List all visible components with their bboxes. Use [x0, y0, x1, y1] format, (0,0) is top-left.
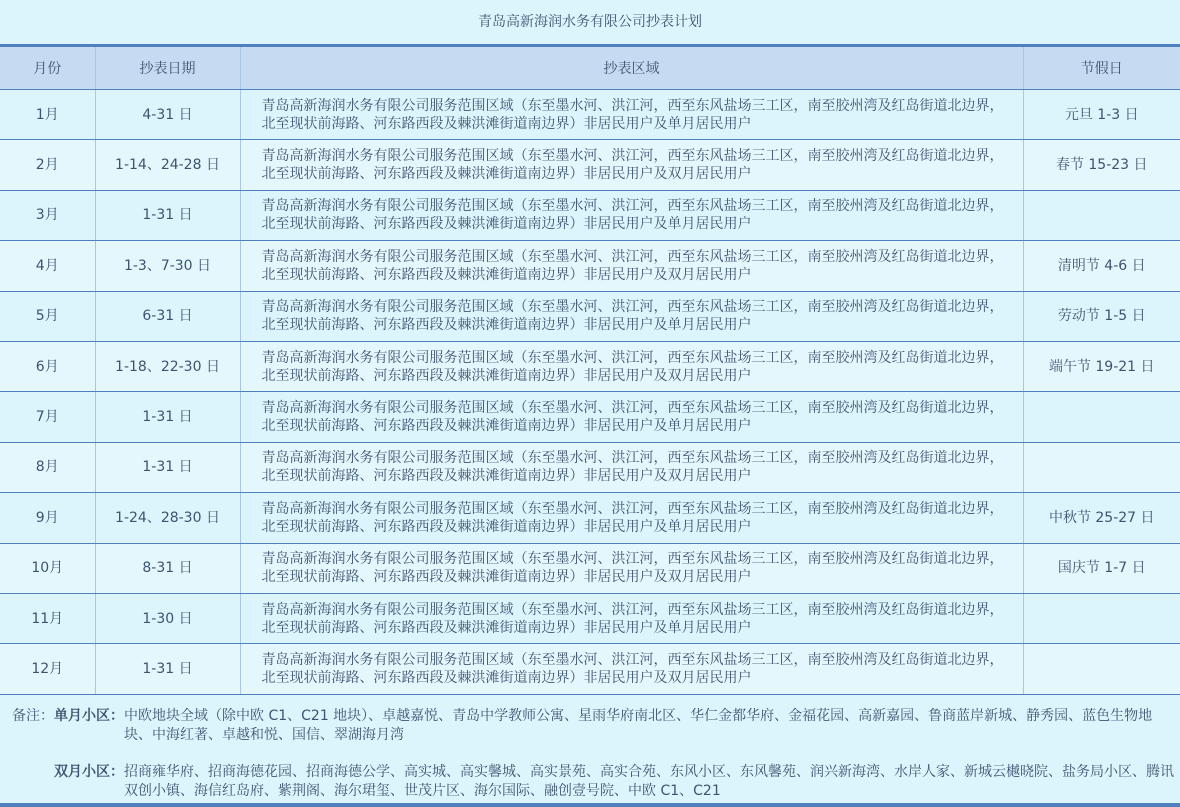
cell-dates: 6-31 日 — [95, 291, 240, 341]
cell-dates: 1-24、28-30 日 — [95, 493, 240, 543]
header-dates: 抄表日期 — [95, 46, 240, 90]
table-row — [0, 392, 1180, 442]
cell-area: 青岛高新海润水务有限公司服务范围区域（东至墨水河、洪江河，西至东风盐场三工区，南至胶州湾及红岛街道北边界，北至现状前海路、河东路西段及棘洪滩街道南边界）非居民用户及双月居民用户 — [240, 241, 1023, 291]
cell-month: 8月 — [0, 442, 95, 492]
cell-dates: 1-18、22-30 日 — [95, 341, 240, 391]
table-row — [0, 90, 1180, 140]
cell-dates: 1-3、7-30 日 — [95, 241, 240, 291]
table-row — [0, 291, 1180, 341]
bottom-border — [0, 803, 1180, 807]
header-month: 月份 — [0, 46, 95, 90]
header-holiday: 节假日 — [1023, 46, 1180, 90]
cell-month: 12月 — [0, 644, 95, 694]
cell-holiday: 清明节 4-6 日 — [1023, 241, 1180, 291]
cell-dates: 8-31 日 — [95, 543, 240, 593]
cell-area: 青岛高新海润水务有限公司服务范围区域（东至墨水河、洪江河，西至东风盐场三工区，南至胶州湾及红岛街道北边界，北至现状前海路、河东路西段及棘洪滩街道南边界）非居民用户及单月居民用户 — [240, 291, 1023, 341]
table-row — [0, 593, 1180, 643]
table-header-row — [0, 46, 1180, 90]
table-row — [0, 140, 1180, 190]
cell-area: 青岛高新海润水务有限公司服务范围区域（东至墨水河、洪江河，西至东风盐场三工区，南至胶州湾及红岛街道北边界，北至现状前海路、河东路西段及棘洪滩街道南边界）非居民用户及双月居民用户 — [240, 140, 1023, 190]
cell-area: 青岛高新海润水务有限公司服务范围区域（东至墨水河、洪江河，西至东风盐场三工区，南至胶州湾及红岛街道北边界，北至现状前海路、河东路西段及棘洪滩街道南边界）非居民用户及单月居民用户 — [240, 392, 1023, 442]
cell-month: 5月 — [0, 291, 95, 341]
cell-area: 青岛高新海润水务有限公司服务范围区域（东至墨水河、洪江河，西至东风盐场三工区，南至胶州湾及红岛街道北边界，北至现状前海路、河东路西段及棘洪滩街道南边界）非居民用户及单月居民用户 — [240, 493, 1023, 543]
cell-holiday: 元旦 1-3 日 — [1023, 90, 1180, 140]
cell-area: 青岛高新海润水务有限公司服务范围区域（东至墨水河、洪江河，西至东风盐场三工区，南至胶州湾及红岛街道北边界，北至现状前海路、河东路西段及棘洪滩街道南边界）非居民用户及单月居民用户 — [240, 190, 1023, 240]
cell-month: 11月 — [0, 593, 95, 643]
meter-reading-table — [0, 44, 1180, 695]
table-row — [0, 543, 1180, 593]
double-month-communities: 招商雍华府、招商海德花园、招商海德公学、高实城、高实馨城、高实景苑、高实合苑、东风小区、东风馨苑、润兴新海湾、水岸人家、新城云樾晓院、盐务局小区、腾讯双创小镇、海信红岛府、紫荆阁、海尔珺玺、世茂片区、海尔国际、融创壹号院、中欧 C1、C21 — [124, 763, 1174, 799]
cell-dates: 1-31 日 — [95, 644, 240, 694]
cell-month: 3月 — [0, 190, 95, 240]
cell-area: 青岛高新海润水务有限公司服务范围区域（东至墨水河、洪江河，西至东风盐场三工区，南至胶州湾及红岛街道北边界，北至现状前海路、河东路西段及棘洪滩街道南边界）非居民用户及单月居民用户 — [240, 593, 1023, 643]
table-row — [0, 241, 1180, 291]
cell-month: 4月 — [0, 241, 95, 291]
cell-holiday — [1023, 593, 1180, 643]
cell-dates: 1-31 日 — [95, 392, 240, 442]
cell-holiday — [1023, 392, 1180, 442]
cell-holiday — [1023, 644, 1180, 694]
cell-holiday: 春节 15-23 日 — [1023, 140, 1180, 190]
cell-month: 10月 — [0, 543, 95, 593]
table-row — [0, 341, 1180, 391]
cell-area: 青岛高新海润水务有限公司服务范围区域（东至墨水河、洪江河，西至东风盐场三工区，南至胶州湾及红岛街道北边界，北至现状前海路、河东路西段及棘洪滩街道南边界）非居民用户及双月居民用户 — [240, 442, 1023, 492]
cell-dates: 1-30 日 — [95, 593, 240, 643]
cell-area: 青岛高新海润水务有限公司服务范围区域（东至墨水河、洪江河，西至东风盐场三工区，南至胶州湾及红岛街道北边界，北至现状前海路、河东路西段及棘洪滩街道南边界）非居民用户及双月居民用户 — [240, 644, 1023, 694]
table-row — [0, 493, 1180, 543]
cell-month: 6月 — [0, 341, 95, 391]
table-row — [0, 190, 1180, 240]
cell-month: 1月 — [0, 90, 95, 140]
cell-month: 2月 — [0, 140, 95, 190]
single-month-label: 单月小区： — [54, 707, 124, 724]
cell-holiday — [1023, 190, 1180, 240]
cell-holiday: 端午节 19-21 日 — [1023, 341, 1180, 391]
cell-dates: 1-31 日 — [95, 442, 240, 492]
notes-prefix: 备注： — [12, 707, 54, 724]
page-title: 青岛高新海润水务有限公司抄表计划 — [478, 14, 702, 30]
cell-dates: 4-31 日 — [95, 90, 240, 140]
table-row — [0, 644, 1180, 694]
cell-area: 青岛高新海润水务有限公司服务范围区域（东至墨水河、洪江河，西至东风盐场三工区，南至胶州湾及红岛街道北边界，北至现状前海路、河东路西段及棘洪滩街道南边界）非居民用户及单月居民用户 — [240, 90, 1023, 140]
table-row — [0, 442, 1180, 492]
single-month-communities: 中欧地块全域（除中欧 C1、C21 地块）、卓越嘉悦、青岛中学教师公寓、星雨华府南北区、华仁金都华府、金福花园、高新嘉园、鲁商蓝岸新城、静秀园、蓝色生物地块、中海红著、卓越和悦、国信、翠湖海月湾 — [124, 707, 1153, 743]
cell-month: 9月 — [0, 493, 95, 543]
header-area: 抄表区域 — [240, 46, 1023, 90]
cell-holiday: 劳动节 1-5 日 — [1023, 291, 1180, 341]
notes — [0, 695, 1180, 803]
double-month-label: 双月小区： — [54, 763, 124, 780]
cell-area: 青岛高新海润水务有限公司服务范围区域（东至墨水河、洪江河，西至东风盐场三工区，南至胶州湾及红岛街道北边界，北至现状前海路、河东路西段及棘洪滩街道南边界）非居民用户及双月居民用户 — [240, 543, 1023, 593]
cell-dates: 1-14、24-28 日 — [95, 140, 240, 190]
cell-dates: 1-31 日 — [95, 190, 240, 240]
cell-month: 7月 — [0, 392, 95, 442]
cell-holiday: 中秋节 25-27 日 — [1023, 493, 1180, 543]
cell-area: 青岛高新海润水务有限公司服务范围区域（东至墨水河、洪江河，西至东风盐场三工区，南至胶州湾及红岛街道北边界，北至现状前海路、河东路西段及棘洪滩街道南边界）非居民用户及双月居民用户 — [240, 341, 1023, 391]
cell-holiday — [1023, 442, 1180, 492]
cell-holiday: 国庆节 1-7 日 — [1023, 543, 1180, 593]
